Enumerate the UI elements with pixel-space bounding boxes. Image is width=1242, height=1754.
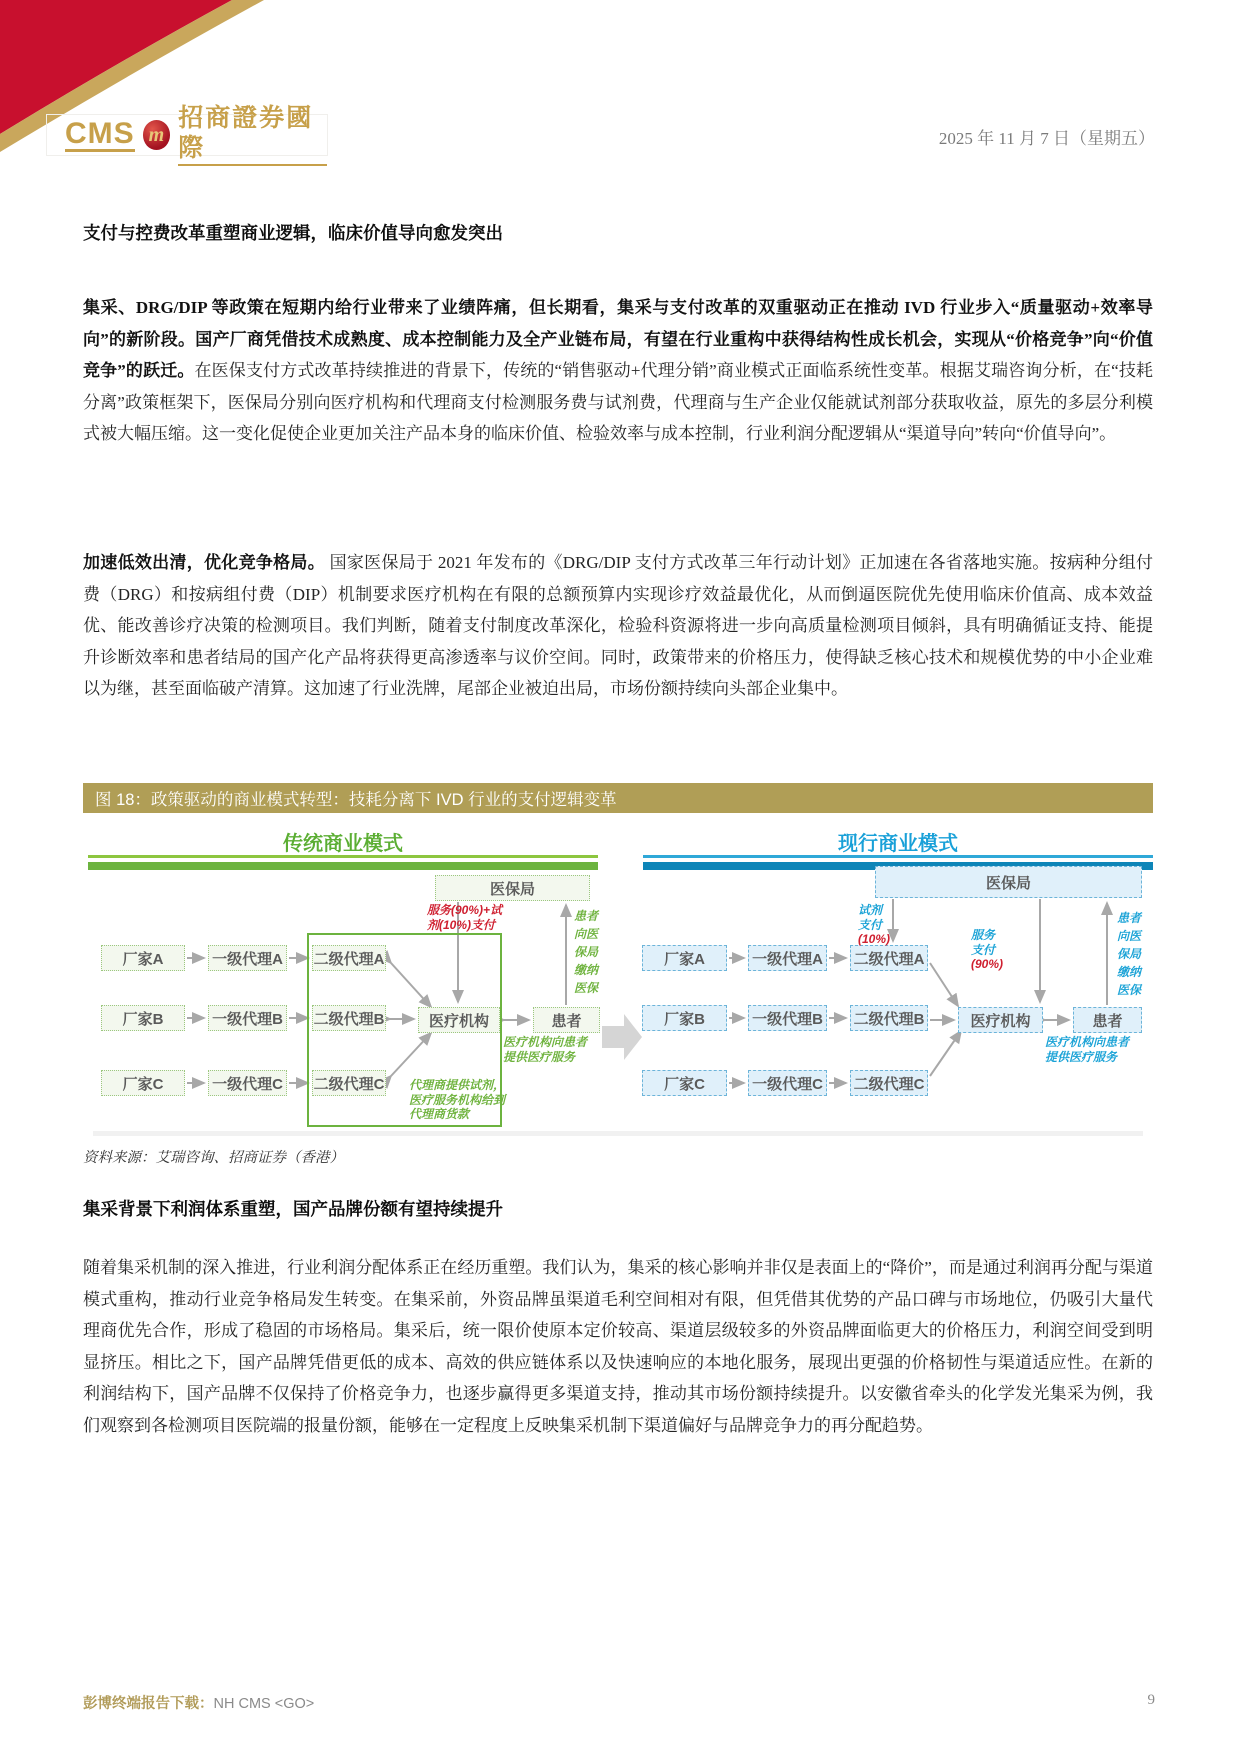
- left-node-agent1-a: 一级代理A: [208, 945, 287, 971]
- left-node-insurer: 医保局: [435, 875, 590, 901]
- paragraph-2-rest: 国家医保局于 2021 年发布的《DRG/DIP 支付方式改革三年行动计划》正加速在各省落地实施。按病种分组付费（DRG）和按病组付费（DIP）机制要求医疗机构在有限的总额预算内实现诊疗效益最优化，从而倒逼医院优先使用临床价值高、成本效益优、能改善诊疗决策的检测项目。我们判断，随着支付制度改革深化，检验科资源将进一步向高质量检测项目倾斜，具有明确循证支持、能提升诊断效率和患者结局的国产化产品将获得更高渗透率与议价空间。同时，政策带来的价格压力，使得缺乏核心技术和规模优势的中小企业难以为继，甚至面临破产清算。这加速了行业洗牌，尾部企业被迫出局，市场份额持续向头部企业集中。: [83, 553, 1154, 698]
- footer-bloomberg-label: 彭博终端报告下载：: [83, 1696, 214, 1712]
- right-label-service-pct: (90%): [971, 957, 1004, 971]
- right-label-service-note: 医疗机构向患者 提供医疗服务: [1045, 1035, 1130, 1064]
- left-label-pay-to-insurer: 患者 向医 保局 缴纳 医保: [573, 909, 598, 995]
- logo-ball-letter: m: [148, 123, 165, 146]
- right-node-agent1-c: 一级代理C: [748, 1070, 827, 1096]
- transition-arrow-icon: [602, 1014, 642, 1060]
- figure-bottom-rule: [93, 1131, 1143, 1136]
- logo-cms-text: CMS: [65, 116, 135, 150]
- left-node-agent2-c: 二级代理C: [312, 1070, 386, 1096]
- paragraph-1-rest: 在医保支付方式改革持续推进的背景下，传统的“销售驱动+代理分销”商业模式正面临系统性变革。根据艾瑞咨询分析，在“技耗分离”政策框架下，医保局分别向医疗机构和代理商支付检测服务费与试剂费，代理商与生产企业仅能就试剂部分获取收益，原先的多层分利模式被大幅压缩。这一变化促使企业更加关注产品本身的临床价值、检验效率与成本控制，行业利润分配逻辑从“渠道导向”转向“价值导向”。: [83, 361, 1153, 443]
- left-node-patient: 患者: [533, 1007, 600, 1033]
- right-node-agent2-a: 二级代理A: [850, 945, 928, 971]
- right-node-factory-a: 厂家A: [642, 945, 727, 971]
- left-node-factory-c: 厂家C: [101, 1070, 185, 1096]
- paragraph-2: [83, 547, 1153, 705]
- right-label-reagent-pay: [858, 903, 908, 947]
- figure-source: 资料来源：艾瑞咨询、招商证券（香港）: [83, 1150, 344, 1166]
- figure-canvas: [83, 813, 1153, 1143]
- right-node-factory-c: 厂家C: [642, 1070, 727, 1096]
- footer-bloomberg: [83, 1692, 314, 1713]
- left-node-hospital: 医疗机构: [418, 1007, 500, 1033]
- right-node-factory-b: 厂家B: [642, 1005, 727, 1031]
- right-label-reagent-pay-text: 试剂 支付: [858, 903, 883, 932]
- left-node-agent1-c: 一级代理C: [208, 1070, 287, 1096]
- section-heading-2: 集采背景下利润体系重塑，国产品牌份额有望持续提升: [83, 1199, 503, 1219]
- logo-ball-icon: [143, 120, 171, 150]
- right-label-reagent-pct: (10%): [858, 932, 891, 946]
- right-node-patient: 患者: [1073, 1007, 1142, 1033]
- right-node-hospital: 医疗机构: [958, 1007, 1043, 1033]
- left-node-agent2-b: 二级代理B: [312, 1005, 386, 1031]
- left-node-agent2-a: 二级代理A: [312, 945, 386, 971]
- footer-page-number: 9: [1147, 1692, 1155, 1708]
- left-label-payment-split: 服务(90%)+试 剂(10%)支付: [427, 903, 503, 932]
- paragraph-1-bold: 集采、DRG/DIP 等政策在短期内给行业带来了业绩阵痛，但长期看，集采与支付改革的双重驱动正在推动 IVD 行业步入“质量驱动+效率导向”的新阶段。国产厂商凭借技术成熟度、成本控制能力及全产业链布局，有望在行业重构中获得结构性成长机会，实现从“价格竞争”向“价值竞争”的跃迁。: [83, 298, 1153, 380]
- report-date: 2025 年 11 月 7 日（星期五）: [938, 129, 1155, 148]
- right-node-insurer: 医保局: [875, 866, 1142, 898]
- left-panel-heading: 传统商业模式: [283, 833, 403, 855]
- left-label-service-note: 医疗机构向患者 提供医疗服务: [503, 1035, 588, 1064]
- right-node-agent1-a: 一级代理A: [748, 945, 827, 971]
- left-label-reagent-note: 代理商提供试剂， 医疗服务机构给到 代理商货款: [409, 1078, 506, 1121]
- logo-company-name: 招商證券國際: [178, 104, 327, 166]
- paragraph-2-bold: 加速低效出清，优化竞争格局。: [83, 553, 326, 572]
- right-label-service-pay: [971, 928, 1026, 972]
- right-label-pay-to-insurer: 患者 向医 保局 缴纳 医保: [1116, 911, 1141, 997]
- left-node-factory-b: 厂家B: [101, 1005, 185, 1031]
- paragraph-1: [83, 292, 1153, 450]
- figure-title-bar: 图 18：政策驱动的商业模式转型：技耗分离下 IVD 行业的支付逻辑变革: [83, 783, 1153, 813]
- right-node-agent2-c: 二级代理C: [850, 1070, 928, 1096]
- right-panel-heading: 现行商业模式: [838, 833, 958, 855]
- right-node-agent2-b: 二级代理B: [850, 1005, 928, 1031]
- right-label-service-pay-text: 服务 支付: [971, 928, 996, 957]
- right-node-agent1-b: 一级代理B: [748, 1005, 827, 1031]
- company-logo: [46, 105, 328, 162]
- section-heading-1: 支付与控费改革重塑商业逻辑，临床价值导向愈发突出: [83, 223, 503, 243]
- left-node-factory-a: 厂家A: [101, 945, 185, 971]
- footer-bloomberg-code: NH CMS <GO>: [213, 1696, 315, 1712]
- paragraph-3: 随着集采机制的深入推进，行业利润分配体系正在经历重塑。我们认为，集采的核心影响并非仅是表面上的“降价”，而是通过利润再分配与渠道模式重构，推动行业竞争格局发生转变。在集采前，外资品牌虽渠道毛利空间相对有限，但凭借其优势的产品口碑与市场地位，仍吸引大量代理商优先合作，形成了稳固的市场格局。集采后，统一限价使原本定价较高、渠道层级较多的外资品牌面临更大的价格压力，利润空间受到明显挤压。相比之下，国产品牌凭借更低的成本、高效的供应链体系以及快速响应的本地化服务，展现出更强的价格韧性与渠道适应性。在新的利润结构下，国产品牌不仅保持了价格竞争力，也逐步赢得更多渠道支持，推动其市场份额持续提升。以安徽省牵头的化学发光集采为例，我们观察到各检测项目医院端的报量份额，能够在一定程度上反映集采机制下渠道偏好与品牌竞争力的再分配趋势。: [83, 1258, 1153, 1435]
- left-node-agent1-b: 一级代理B: [208, 1005, 287, 1031]
